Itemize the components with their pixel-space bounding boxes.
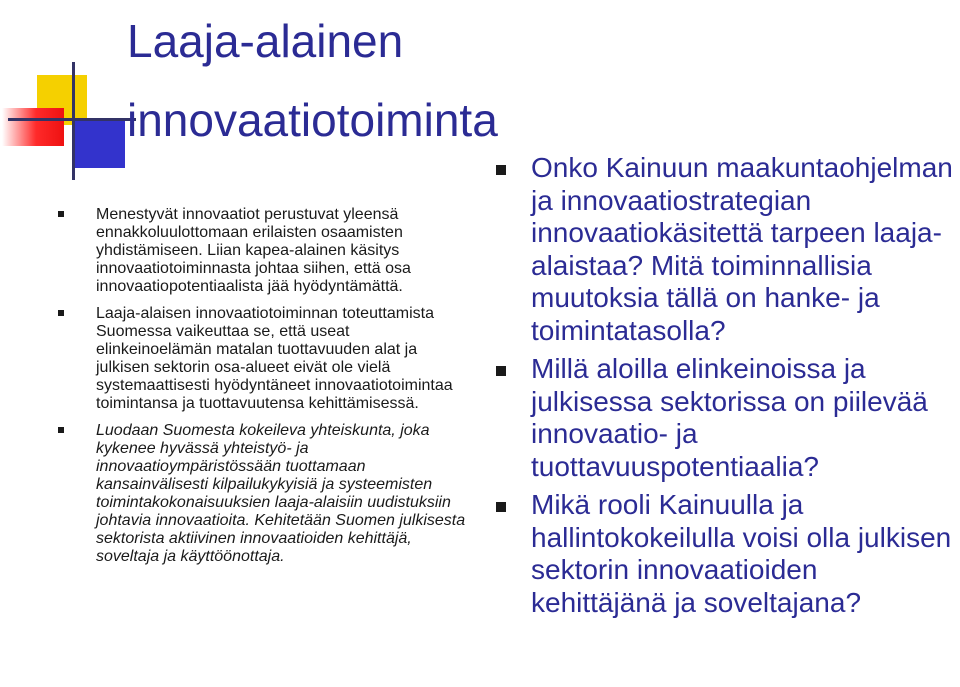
left-bullet-text: Luodaan Suomesta kokeileva yhteiskunta, joka kykenee hyvässä yhteistyö- ja innovaatioympäristössään tuottamaan kansainvälisesti kilpailukykyisiä ja systeemisten toimintakokonaisuuksien laaja-alaisiin uudistuksiin johtavia innovaatioita. Kehitetään Suomen julkisesta sektorista aktiivinen innovaatioiden kehittäjä, soveltaja ja käyttöönottaja. [96, 422, 466, 565]
decor-vertical-line [72, 62, 75, 180]
left-bullet-item [58, 206, 468, 296]
square-bullet-icon [496, 502, 506, 512]
slide-title [127, 2, 727, 160]
square-bullet-icon [496, 366, 506, 376]
left-bullet-text: Laaja-alaisen innovaatiotoiminnan toteuttamista Suomessa vaikeuttaa se, että useat elinkeinoelämän matalan tuottavuuden alat ja julkisen sektorin osa-alueet eivät ole vielä systemaattisesti hyödyntäneet innovaatiotoimintaa toimintansa ja tuottavuutensa kehittämisessä. [96, 305, 453, 412]
square-bullet-icon [496, 165, 506, 175]
right-bullet-text: Onko Kainuun maakuntaohjelman ja innovaatiostrategian innovaatiokäsitettä tarpeen laaja-alaistaa? Mitä toiminnallisia muutoksia tällä on hanke- ja toimintatasolla? [531, 152, 953, 346]
decor-red-square [2, 108, 64, 146]
left-bullet-text: Menestyvät innovaatiot perustuvat yleensä ennakkoluulottomaan erilaisten osaamisten yhdistämiseen. Liian kapea-alainen käsitys innovaatiotoiminnasta johtaa siihen, että osa innovaatiopotentiaalista jää hyödyntämättä. [96, 206, 411, 295]
decorative-corner-graphic [0, 0, 140, 180]
right-bullet-text: Mikä rooli Kainuulla ja hallintokokeilulla voisi olla julkisen sektorin innovaatioiden kehittäjänä ja soveltajana? [531, 489, 952, 618]
title-line-2: innovaatiotoiminta [127, 94, 498, 147]
right-bullet-text: Millä aloilla elinkeinoissa ja julkisessa sektorissa on piilevää innovaatio- ja tuottavuuspotentiaalia? [531, 353, 928, 482]
decor-blue-square [75, 118, 125, 168]
title-line-1: Laaja-alainen [127, 15, 404, 67]
decor-horizontal-line [8, 118, 136, 121]
left-bullet-item [58, 305, 468, 413]
square-bullet-icon [58, 211, 64, 217]
right-bullet-item [496, 489, 956, 619]
right-bullet-item [496, 152, 956, 347]
right-bullet-item [496, 353, 956, 483]
left-bullet-item [58, 422, 468, 566]
right-bullet-list [496, 152, 956, 625]
square-bullet-icon [58, 427, 64, 433]
left-bullet-list [58, 206, 468, 575]
square-bullet-icon [58, 310, 64, 316]
